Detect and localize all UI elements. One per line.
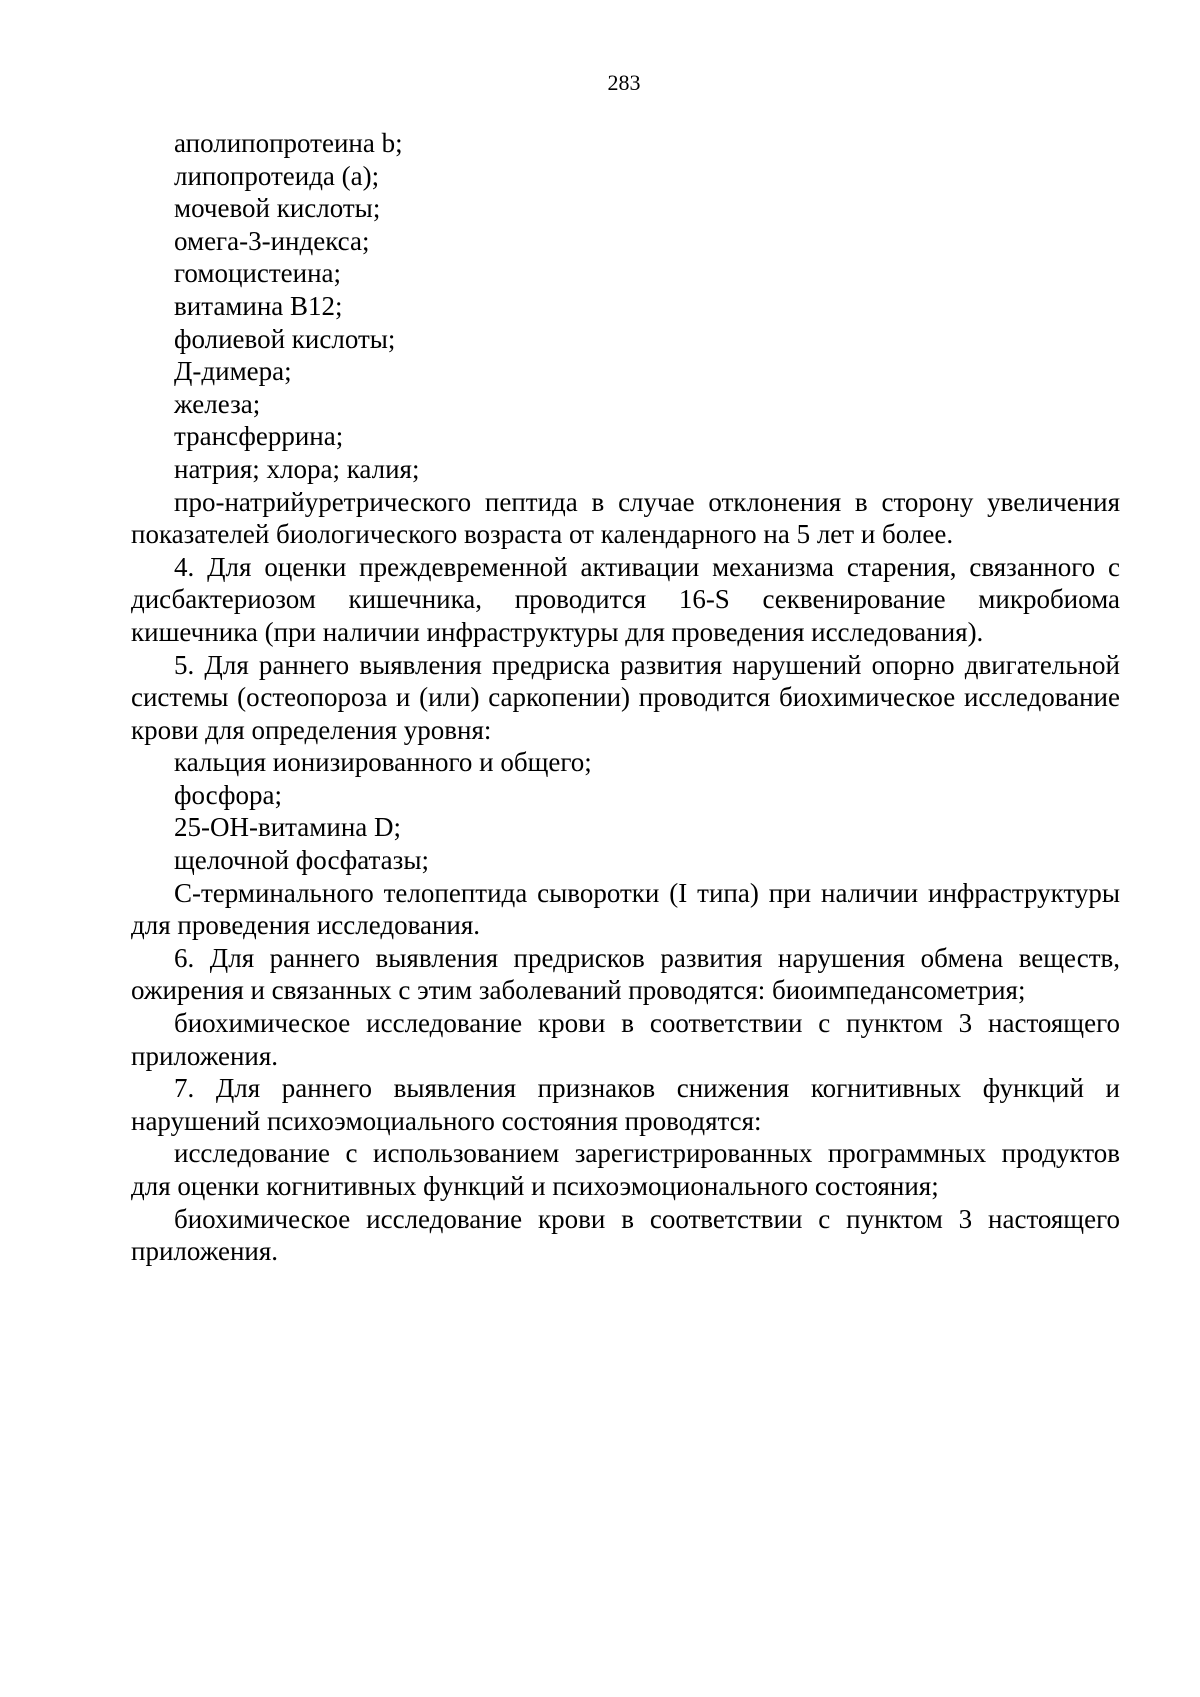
list-item: гомоцистеина; — [174, 258, 342, 289]
page-number: 283 — [607, 70, 641, 95]
list-item: аполипопротеина b; — [174, 128, 403, 158]
list-item: мочевой кислоты; — [174, 193, 381, 224]
list-item: трансферрина; — [174, 421, 344, 452]
list-item: 25-ОН-витамина D; — [174, 812, 402, 843]
list-item: липопротеида (а); — [174, 160, 380, 191]
list-item: кальция ионизированного и общего; — [174, 747, 592, 778]
list-item: Д-димера; — [174, 356, 292, 387]
paragraph-4: 4. Для оценки преждевременной активации механизма старения, связанного с дисбактериозом кишечника, проводится 16-S секвенирование микробиома кишечника (при наличии инфраструктуры для проведения исследования). — [131, 551, 1120, 647]
list-item: витамина В12; — [174, 290, 343, 321]
list-item: железа; — [174, 388, 261, 419]
paragraph-telopeptide: С-терминального телопептида сыворотки (I типа) при наличии инфраструктуры для проведения исследования. — [131, 877, 1120, 941]
list-item: фолиевой кислоты; — [174, 323, 396, 354]
list-item: щелочной фосфатазы; — [174, 845, 429, 876]
list-item: фосфора; — [174, 779, 282, 810]
paragraph-7: 7. Для раннего выявления признаков снижения когнитивных функций и нарушений психоэмоциального состояния проводятся: — [131, 1073, 1120, 1136]
list-item: омега-3-индекса; — [174, 225, 370, 256]
paragraph-6: 6. Для раннего выявления предрисков развития нарушения обмена веществ, ожирения и связанных с этим заболеваний проводятся: биоимпедансометрия; — [131, 942, 1120, 1006]
list-item: натрия; хлора; калия; — [174, 453, 420, 484]
paragraph-peptide: про-натрийуретрического пептида в случае отклонения в сторону увеличения показателей биологического возраста от календарного на 5 лет и более. — [131, 486, 1120, 550]
paragraph-5: 5. Для раннего выявления предриска развития нарушений опорно двигательной системы (остеопороза и (или) саркопении) проводится биохимическое исследование крови для определения уровня: — [131, 649, 1120, 745]
paragraph-6b: биохимическое исследование крови в соответствии с пунктом 3 настоящего приложения. — [131, 1008, 1120, 1071]
paragraph-7c: биохимическое исследование крови в соответствии с пунктом 3 настоящего приложения. — [131, 1203, 1120, 1267]
paragraph-7b: исследование с использованием зарегистрированных программных продуктов для оценки когнитивных функций и психоэмоционального состояния; — [131, 1138, 1120, 1201]
body-text — [131, 127, 1120, 1268]
